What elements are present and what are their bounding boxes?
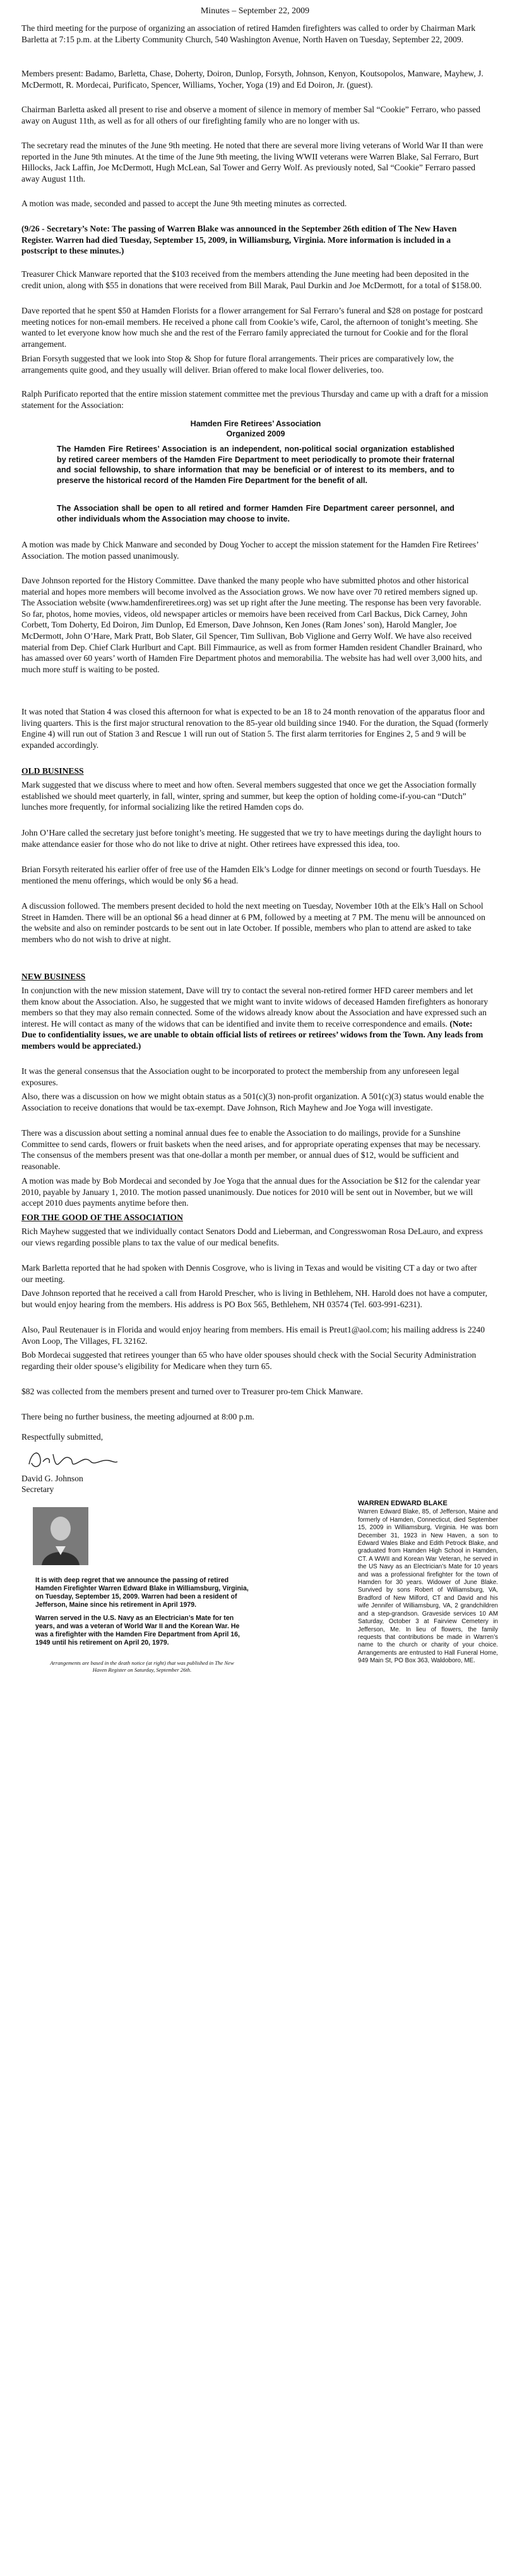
heading-good-of-association: FOR THE GOOD OF THE ASSOCIATION: [21, 1213, 183, 1222]
paragraph-daylight-meetings: John O’Hare called the secretary just before tonight’s meeting. He suggested that we try to have meetings during the daylight hours to make attendance easier for those who do not like to drive at night. Other retirees have expressed this idea, too.: [21, 828, 482, 849]
signer-title: Secretary: [21, 1484, 54, 1494]
warren-blake-photo: [33, 1507, 88, 1565]
mission-title: Hamden Fire Retirees’ Association: [190, 419, 321, 428]
obituary-announcement: [35, 1576, 250, 1647]
signer-name: David G. Johnson: [21, 1474, 83, 1483]
paragraph-incorporation: It was the general consensus that the Association ought to be incorporated to protect the membership from any unforeseen legal exposures.: [21, 1066, 460, 1087]
paragraph-history-committee: Dave Johnson reported for the History Committee. Dave thanked the many people who have submitted photos and other historical material and hopes more members will become involved as the Association grows. We now have over 70 retired members signed up. The Association website (www.hamdenfireretirees.org) was set up right after the June meeting. The response has been very favorable. So far, photos, home movies, videos, old newspaper articles or memoirs have been received from Carl Backus, Dick Carney, John Corbett, Tom Doherty, Ed Doiron, Jim Dunlop, Ed Emerson, Dave Johnson, Ken Jones (Ram Jones’ son), Harold Mangler, Joe McDermott, John O’Hare, Mark Pratt, Bob Slater, Gil Spencer, Tim Sullivan, Bob Viglione and Gerry Wolf. We have also received material from Dep. Chief Clark Hurlburt and Capt. Bill Fimmaurice, as well as from former Hamden resident Chandler Brainard, who has amassed over 60 years’ worth of Hamden Fire Department photos and memorabilia. The website has had well over 3,000 hits, and much more stuff is waiting to be posted.: [21, 576, 482, 674]
heading-old-business: OLD BUSINESS: [21, 766, 84, 776]
obituary-paragraph-2: Warren served in the U.S. Navy as an Electrician’s Mate for ten years, and was a veteran of World War II and the Korean War. He was a firefighter with the Hamden Fire Department from April 16, 1949 until his retirement on April 20, 1979.: [35, 1614, 240, 1646]
paragraph-minutes-read: The secretary read the minutes of the June 9th meeting. He noted that there are several more living veterans of World War II than were reported in the June 9th minutes. At the time of the June 9th meeting, the living WWII veterans were Warren Blake, Sal Ferraro, Burt Hillocks, Jack Laffin, Joe McDermott, Hugh McLean, Sal Tower and Gerry Wolf. As previously noted, Sal “Cookie” Ferraro passed away August 11th.: [21, 141, 483, 184]
paragraph-call-to-order: The third meeting for the purpose of organizing an association of retired Hamden firefighters was called to order by Chairman Mark Barletta at 7:15 p.m. at the Liberty Community Church, 540 Washington Avenue, North Haven on Tuesday, September 22, 2009.: [21, 23, 476, 44]
paragraph-mission-draft: Ralph Purificato reported that the entire mission statement committee met the previous Thursday and came up with a draft for a mission statement for the Association:: [21, 389, 489, 410]
paragraph-dues-discussion: There was a discussion about setting a nominal annual dues fee to enable the Association to do mailings, provide for a Sunshine Committee to send cards, flowers or fruit baskets when the need arises, and for appropriate operating expenses that may be necessary. The consensus of the members present was that one-dollar a month per member, or annual dues of $12, would be sufficient and reasonable.: [21, 1128, 481, 1171]
paragraph-meeting-frequency: Mark suggested that we discuss where to meet and how often. Several members suggested that once we get the Association formally established we should meet quarterly, in fall, winter, spring and summer, but keep the option of holding come-if-you-can “Dutch” lunches more frequently, for informal socializing like the retired Hamden cops do.: [21, 780, 477, 812]
paragraph-harold-prescher: Dave Johnson reported that he received a call from Harold Prescher, who is living in Bethlehem, NH. Harold does not have a computer, but would enjoy hearing from the members. His address is PO Box 565, Bethlehem, NH 03574 (Tel. 603-991-6231).: [21, 1288, 488, 1309]
widows-text: In conjunction with the new mission statement, Dave will try to contact the several non-retired former HFD career members and let them know about the Association. Also, he suggested that we might want to invite widows of deceased Hamden firefighters as honorary members so that they may also remain connected. Some of the widows already know about the Association and have expressed such an interest. He will contact as many of the widows that can be identified and invite them to receive correspondence and emails.: [21, 986, 489, 1029]
paragraph-station-4: It was noted that Station 4 was closed this afternoon for what is expected to be an 18 to 24 month renovation of the apparatus floor and living quarters. This is the first major structural renovation to the 85-year old building since 1940. For the duration, the Squad (formerly Engine 4) will run out of Station 3 and Rescue 1 will run out of Station 5. The first alarm territories for Engines 2, 5 and 9 will be expanded accordingly.: [21, 707, 489, 750]
closing-line: Respectfully submitted,: [21, 1432, 104, 1442]
death-notice-heading: WARREN EDWARD BLAKE: [358, 1500, 448, 1507]
paragraph-adjourned: There being no further business, the meeting adjourned at 8:00 p.m.: [21, 1412, 254, 1421]
mission-paragraph-1: The Hamden Fire Retirees’ Association is an independent, non-political social organization established by retired career members of the Hamden Fire Department to meet periodically to promote their fraternal and social fellowship, to share information that may be beneficial or of interest to its members, and to preserve the historical record of the Hamden Fire Department for the benefit of all.: [57, 445, 454, 485]
paragraph-dennis-cosgrove: Mark Barletta reported that he had spoken with Dennis Cosgrove, who is living in Texas and would be visiting CT a day or two after our meeting.: [21, 1263, 477, 1284]
mission-paragraph-2: The Association shall be open to all retired and former Hamden Fire Department career personnel, and other individuals whom the Association may choose to invite.: [57, 504, 454, 523]
paragraph-stop-and-shop: Brian Forsyth suggested that we look into Stop & Shop for future floral arrangements. Their prices are comparatively low, the arrangements quite good, and they usually will deliver. Brian offered to make local flower deliveries, too.: [21, 354, 454, 375]
paragraph-widows-members: [21, 985, 489, 1052]
confidentiality-note: (Note: Due to confidentiality issues, we are unable to obtain official lists of retirees or retirees’ widows from the Town. Any leads from members would be appreciated.): [21, 1018, 483, 1051]
paragraph-flowers-report: Dave reported that he spent $50 at Hamden Florists for a flower arrangement for Sal Ferraro’s funeral and $28 on postage for postcard meeting notices for non-email members. He received a phone call from Cookie’s wife, Carol, the afternoon of tonight’s meeting. She wanted to let everyone know how much she and the rest of the Ferraro family appreciated the turnout for Cookie and for the floral arrangement.: [21, 306, 483, 349]
page-title: Minutes – September 22, 2009: [200, 6, 310, 16]
obituary-caption: Arrangements are based in the death notice (at right) that was published in The New Haven Register on Saturday, September 26th.: [50, 1660, 234, 1673]
death-notice-text: Warren Edward Blake, 85, of Jefferson, Maine and formerly of Hamden, Connecticut, died September 15, 2009 in Williamsburg, Virginia. He was born December 31, 1923 in New Haven, a son to Edward Wales Blake and Edith Petrock Blake, and graduated from Hamden High School in Hamden, CT. A WWII and Korean War Veteran, he served in the US Navy as an Electrician’s Mate for 10 years and was a professional firefighter for the town of Hamden for 30 years. Widower of June Blake. Survived by sons Robert of Williamsburg, VA, Bradford of New Milford, CT and David and his wife Jennifer of Williamsburg, VA, 2 grandchildren and a step-grandson. Graveside services 10 AM Saturday, October 3 at Fairview Cemetery in Jefferson, Me. In lieu of flowers, the family requests that contributions be made in Warren’s name to the church or charity of your choice. Arrangements are entrusted to Hall Funeral Home, 949 Main St, PO Box 363, Waldoboro, ME.: [358, 1508, 498, 1665]
obituary-paragraph-1: It is with deep regret that we announce the passing of retired Hamden Firefighter Warren Edward Blake in Williamsburg, Virginia, on Tuesday, September 15, 2009. Warren had been a resident of Jefferson, Maine since his retirement in April 1979.: [35, 1576, 249, 1609]
paragraph-paul-reutenauer: Also, Paul Reutenauer is in Florida and would enjoy hearing from members. His email is Preut1@aol.com; his mailing address is 2240 Avon Loop, The Villages, FL 32162.: [21, 1325, 485, 1346]
mission-subtitle: Organized 2009: [226, 429, 285, 438]
signature-image: [25, 1445, 120, 1474]
paragraph-members-present: Members present: Badamo, Barletta, Chase, Doherty, Doiron, Dunlop, Forsyth, Johnson, Kenyon, Koutsopolos, Manware, Mayhew, J. McDermott, R. Mordecai, Purificato, Spencer, Williams, Yocher, Yoga (19) and Ed Doiron, Jr. (guest).: [21, 69, 483, 90]
paragraph-motion-accept: A motion was made, seconded and passed to accept the June 9th meeting minutes as corrected.: [21, 199, 347, 208]
paragraph-dues-motion: A motion was made by Bob Mordecai and seconded by Joe Yoga that the annual dues for the Association be $12 for the calendar year 2010, payable by January 1, 2010. The motion passed unanimously. Due notices for 2010 will be sent out in November, but we will accept 2010 dues payments anytime before then.: [21, 1176, 480, 1208]
heading-new-business: NEW BUSINESS: [21, 972, 86, 981]
paragraph-moment-of-silence: Chairman Barletta asked all present to rise and observe a moment of silence in memory of member Sal “Cookie” Ferraro, who passed away on August 11th, as well as for all others of our firefighting family who are no longer with us.: [21, 105, 481, 125]
paragraph-next-meeting: A discussion followed. The members present decided to hold the next meeting on Tuesday, November 10th at the Elk’s Hall on School Street in Hamden. There will be an optional $6 a head dinner at 6 PM, followed by a meeting at 7 PM. The menu will be announced on the website and also on reminder postcards to be sent out in late October. If possible, members who plan to attend are asked to take members who do not wish to drive at night.: [21, 901, 485, 944]
paragraph-medicare: Bob Mordecai suggested that retirees younger than 65 who have older spouses should check with the Social Security Administration regarding their older spouse’s eligibility for Medicare when they turn 65.: [21, 1350, 477, 1371]
paragraph-treasurer-report: Treasurer Chick Manware reported that the $103 received from the members attending the June meeting had been deposited in the credit union, along with $55 in donations that were received from Bill Marak, Paul Durkin and Joe McDermott, for a total of $158.00.: [21, 269, 482, 290]
paragraph-collection: $82 was collected from the members present and turned over to Treasurer pro-tem Chick Manware.: [21, 1387, 363, 1396]
death-notice: [358, 1500, 498, 1665]
paragraph-elks-lodge: Brian Forsyth reiterated his earlier offer of free use of the Hamden Elk’s Lodge for dinner meetings on second or fourth Tuesdays. He mentioned the menu offerings, which would be only $6 a head.: [21, 865, 481, 885]
paragraph-501c3: Also, there was a discussion on how we might obtain status as a 501(c)(3) non-profit organization. A 501(c)(3) status would enable the Association to receive donations that would be tax-exempt. Dave Johnson, Rich Mayhew and Joe Yoga will investigate.: [21, 1092, 484, 1112]
paragraph-secretary-note: (9/26 - Secretary’s Note: The passing of Warren Blake was announced in the September 26th edition of The New Haven Register. Warren had died Tuesday, September 15, 2009, in Williamsburg, Virginia. More information is included in a postscript to these minutes.): [21, 224, 457, 256]
paragraph-mission-motion: A motion was made by Chick Manware and seconded by Doug Yocher to accept the mission statement for the Hamden Fire Retirees’ Association. The motion passed unanimously.: [21, 540, 478, 561]
paragraph-medical-benefits: Rich Mayhew suggested that we individually contact Senators Dodd and Lieberman, and Congresswoman Rosa DeLauro, and express our views regarding possible plans to tax the value of our medical benefits.: [21, 1227, 483, 1247]
